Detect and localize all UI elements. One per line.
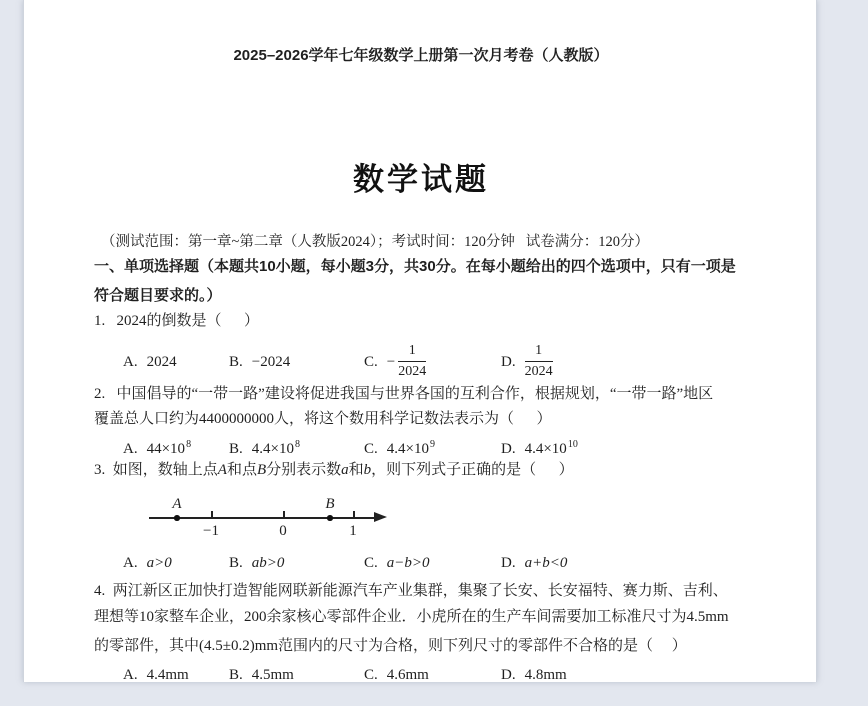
q2-option-d	[501, 440, 578, 460]
q1-option-a	[123, 353, 177, 372]
option-text: −2024	[251, 354, 291, 370]
option-label: A.	[123, 667, 138, 683]
q1-option-c	[364, 343, 427, 379]
question-4-text-line3: 的零部件，其中(4.5±0.2)mm范围内的尺寸为合格，则下列尺寸的零部件不合格的是（ ）	[94, 638, 687, 654]
question-3-text-segment: ，则下列式子正确的是（ ）	[371, 462, 574, 478]
fraction-numerator: 1	[398, 343, 426, 362]
option-text: 4.8mm	[524, 667, 567, 683]
option-text: a−b>0	[386, 555, 430, 571]
tick-label: −1	[203, 523, 219, 539]
question-4-options	[24, 666, 818, 706]
tick-label: 1	[349, 523, 357, 539]
tick-0	[283, 511, 285, 518]
question-4-text-line1: 4. 两江新区正加快打造智能网联新能源汽车产业集群，集聚了长安、长安福特、赛力斯、吉利、	[94, 583, 728, 599]
option-label: D.	[501, 555, 516, 571]
option-label: C.	[364, 555, 378, 571]
q2-option-b	[229, 440, 300, 460]
option-text: 4.4mm	[146, 667, 189, 683]
fraction-denominator: 2024	[524, 364, 553, 379]
tick-1	[353, 511, 355, 518]
question-2-text-line1: 2. 中国倡导的“一带一路”建设将促进我国与世界各国的互利合作，根据规划，“一带一路”地区	[94, 386, 714, 402]
option-label: B.	[229, 555, 243, 571]
axis-arrow-icon	[374, 512, 387, 522]
section-heading-line2: 符合题目要求的。）	[94, 287, 222, 304]
option-label: B.	[229, 441, 243, 457]
option-text: 4.5mm	[251, 667, 294, 683]
question-1-options	[24, 343, 818, 383]
q3-option-c	[364, 554, 430, 573]
q2-option-a	[123, 440, 191, 460]
question-1-text: 1. 2024的倒数是（ ）	[94, 313, 260, 329]
exponent: 8	[294, 439, 300, 450]
var-a: a	[341, 462, 349, 478]
option-label: D.	[501, 441, 516, 457]
option-text: ab>0	[251, 555, 285, 571]
option-text: a>0	[146, 555, 172, 571]
course-title: 2025–2026学年七年级数学上册第一次月考卷（人教版）	[233, 47, 609, 64]
exponent: 10	[567, 439, 578, 450]
point-a-label: A	[172, 496, 182, 512]
document-page	[23, 0, 817, 682]
fraction-numerator: 1	[525, 343, 553, 362]
question-3-text-segment: 和点	[226, 462, 257, 478]
option-label: A.	[123, 354, 138, 370]
option-label: B.	[229, 667, 243, 683]
question-4-text-line2: 理想等10家整车企业，200余家核心零部件企业．小虎所在的生产车间需要加工标准尺寸为4.5mm	[94, 609, 729, 625]
option-text: 2024	[146, 354, 177, 370]
option-label: B.	[229, 354, 243, 370]
option-text: 4.6mm	[386, 667, 429, 683]
option-label: C.	[364, 354, 378, 370]
number-line-axis	[149, 517, 382, 519]
question-3-text-segment: 3. 如图，数轴上点	[94, 462, 218, 478]
option-text: 4.4×10	[386, 441, 429, 457]
fraction	[398, 343, 426, 379]
q2-option-c	[364, 440, 435, 460]
var-b: b	[363, 462, 372, 478]
q1-option-d	[501, 343, 553, 379]
fraction-denominator: 2024	[398, 364, 427, 379]
q3-option-a	[123, 554, 172, 573]
fraction	[525, 343, 553, 379]
q3-number-line-diagram	[24, 490, 818, 552]
question-2-text-line2: 覆盖总人口约为4400000000人，将这个数用科学记数法表示为（ ）	[94, 411, 552, 427]
option-label: D.	[501, 667, 516, 683]
q1-option-b	[229, 353, 290, 372]
exponent: 8	[186, 439, 192, 450]
q4-option-a	[123, 666, 189, 685]
option-label: A.	[123, 555, 138, 571]
tick-label: 0	[279, 523, 287, 539]
page-title: 数学试题	[353, 162, 489, 197]
option-label: C.	[364, 667, 378, 683]
option-text: a+b<0	[524, 555, 568, 571]
point-a-dot	[174, 515, 180, 521]
minus-sign: −	[386, 354, 396, 370]
var-A: A	[217, 462, 227, 478]
question-3-text-segment: 分别表示数	[266, 462, 342, 478]
question-3-text	[94, 460, 574, 480]
point-b-label: B	[325, 496, 335, 512]
q4-option-c	[364, 666, 429, 685]
option-label: C.	[364, 441, 378, 457]
tick-minus-1	[211, 511, 213, 518]
q4-option-d	[501, 666, 567, 685]
q3-option-b	[229, 554, 284, 573]
section-heading-line1: 一、单项选择题（本题共10小题，每小题3分，共30分。在每小题给出的四个选项中，只有一项是	[94, 258, 736, 275]
question-3-text-segment: 和	[348, 462, 364, 478]
option-label: A.	[123, 441, 138, 457]
option-label: D.	[501, 354, 516, 370]
exam-meta-line: （测试范围：第一章~第二章（人教版2024）；考试时间：120分钟 试卷满分：120分）	[101, 234, 649, 250]
exponent: 9	[429, 439, 435, 450]
q4-option-b	[229, 666, 294, 685]
var-B: B	[256, 462, 267, 478]
option-text: 4.4×10	[524, 441, 567, 457]
q3-option-d	[501, 554, 567, 573]
option-text: 44×10	[146, 441, 186, 457]
point-b-dot	[327, 515, 333, 521]
option-text: 4.4×10	[251, 441, 294, 457]
